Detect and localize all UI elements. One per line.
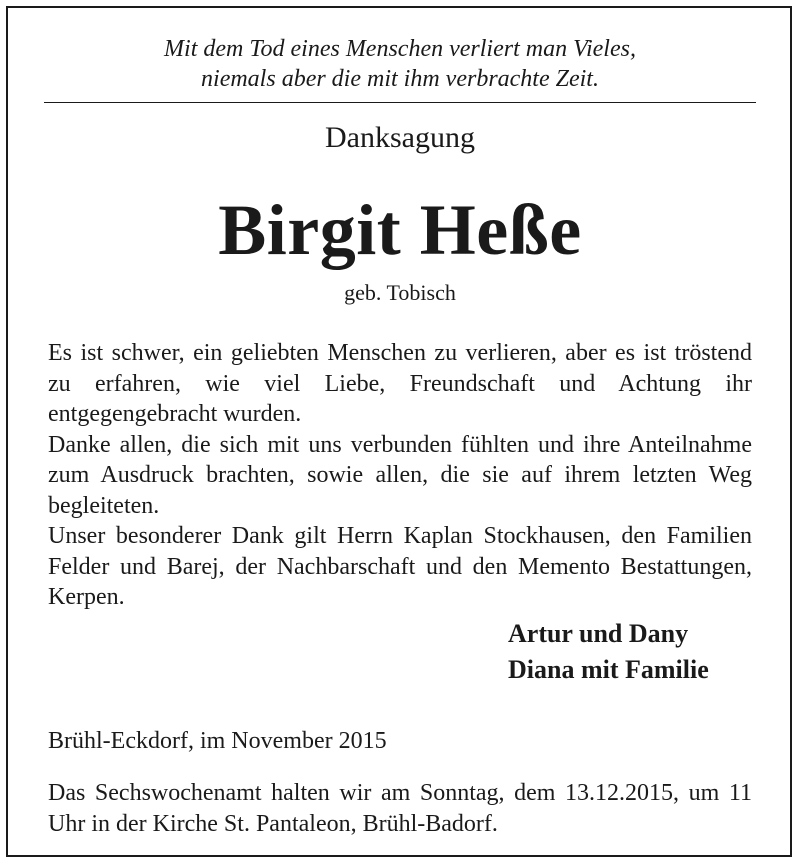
body-paragraph-1: Es ist schwer, ein geliebten Menschen zu verlieren, aber es ist tröstend zu erfahren, wie viel Liebe, Freundschaft und Achtung ihr entgegengebracht wurden. bbox=[48, 340, 752, 427]
service-notice-text: Das Sechswochenamt halten wir am Sonntag, dem 13.12.2015, um 11 Uhr in der Kirche St. Pantaleon, Brühl-Badorf. bbox=[48, 780, 752, 837]
service-notice bbox=[48, 778, 752, 840]
motto-quote bbox=[0, 34, 800, 94]
body-paragraph-2: Danke allen, die sich mit uns verbunden fühlten und ihre Anteilnahme zum Ausdruck brachten, sowie allen, die sie auf ihrem letzten Weg begleiteten. bbox=[48, 431, 752, 519]
motto-line-2: niemals aber die mit ihm verbrachte Zeit. bbox=[201, 66, 599, 92]
deceased-name: Birgit Heße bbox=[218, 190, 582, 270]
heading-title: Danksagung bbox=[325, 121, 475, 154]
body-text bbox=[48, 338, 752, 613]
signatory-line-2: Diana mit Familie bbox=[508, 655, 709, 684]
signatories bbox=[508, 616, 709, 688]
signatory-line-1: Artur und Dany bbox=[508, 619, 689, 648]
motto-line-1: Mit dem Tod eines Menschen verliert man Vieles, bbox=[164, 36, 636, 62]
maiden-name: geb. Tobisch bbox=[344, 280, 456, 305]
divider-line bbox=[44, 102, 756, 103]
body-paragraph-3: Unser besonderer Dank gilt Herrn Kaplan Stockhausen, den Familien Felder und Barej, der Nachbarschaft und den Memento Bestattungen, Kerpen. bbox=[48, 523, 752, 610]
place-date: Brühl-Eckdorf, im November 2015 bbox=[48, 728, 387, 754]
